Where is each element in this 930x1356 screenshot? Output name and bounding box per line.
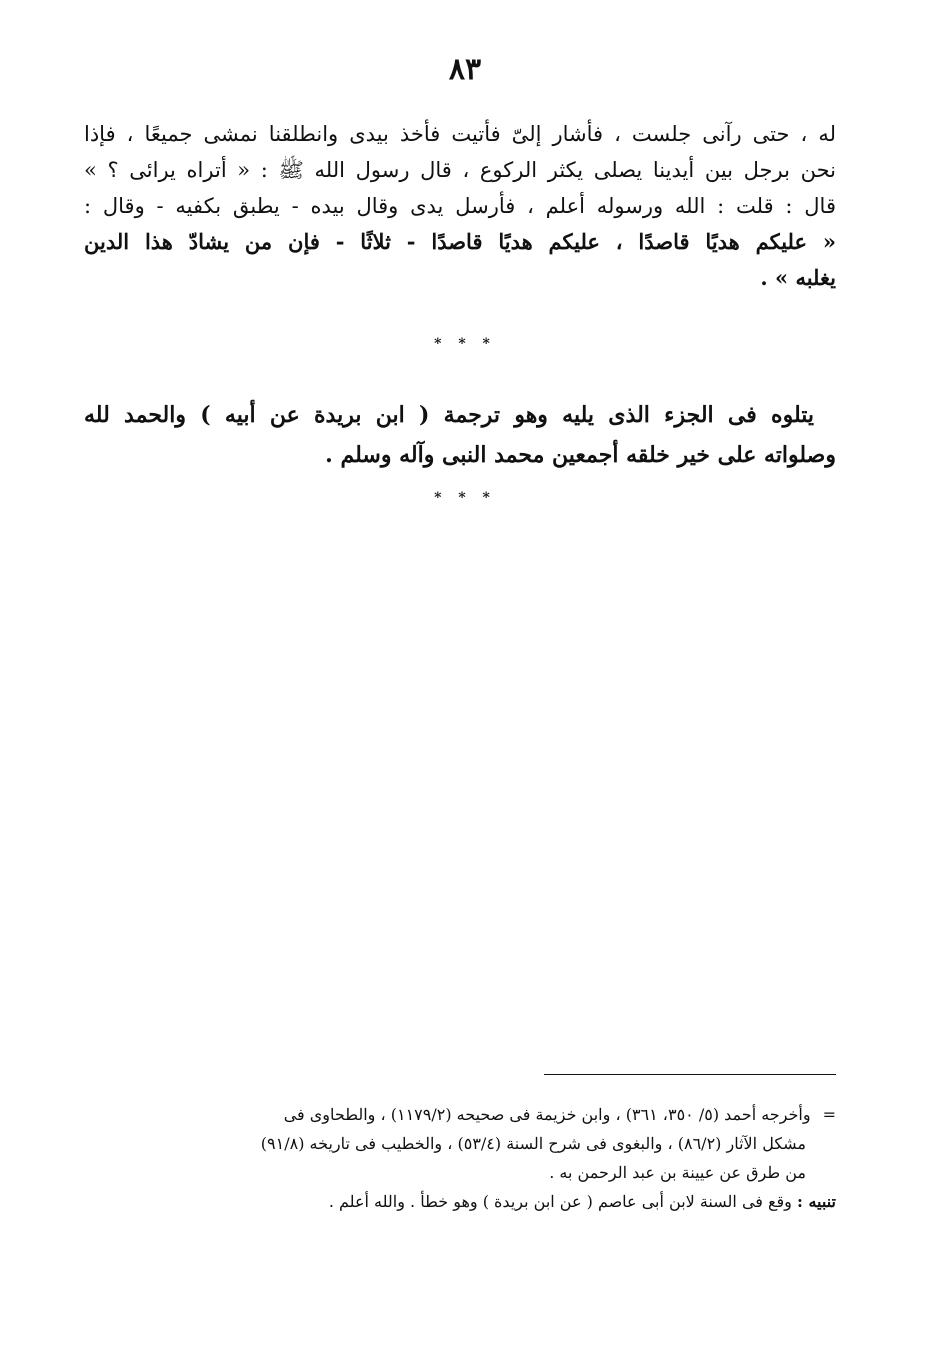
text-line: « عليكم هديًا قاصدًا ، عليكم هديًا قاصدًا - ثلاثًا - فإن من يشادّ هذا الدين	[84, 229, 836, 254]
text-line: قال : قلت : الله ورسوله أعلم ، فأرسل يدى وقال بيده - يطبق بكفيه - وقال :	[84, 194, 836, 218]
text-line: له ، حتى رآنى جلست ، فأشار إلىّ فأتيت فأخذ بيدى وانطلقنا نمشى جميعًا ، فإذا	[84, 122, 836, 146]
text-line: يغلبه » .	[760, 265, 836, 290]
note-text: وقع فى السنة لابن أبى عاصم ( عن ابن بريدة ) وهو خطأ . والله أعلم .	[328, 1192, 792, 1211]
footnote-note	[84, 1187, 836, 1216]
page-number: ٨٣	[448, 52, 482, 87]
closing-line: يتلوه فى الجزء الذى يليه وهو ترجمة ( ابن بريدة عن أبيه ) والحمد لله	[84, 402, 814, 428]
section-separator: * * *	[434, 490, 496, 506]
closing-line: وصلواته على خير خلقه أجمعين محمد النبى وآله وسلم .	[325, 442, 836, 468]
footnote-text: وأخرجه أحمد (٥/ ٣٥٠، ٣٦١) ، وابن خزيمة فى صحيحه (١١٧٩/٢) ، والطحاوى فى	[283, 1105, 811, 1124]
hadith-text	[84, 116, 836, 296]
footnote-line: مشكل الآثار (٨٦/٢) ، والبغوى فى شرح السنة (٥٣/٤) ، والخطيب فى تاريخه (٩١/٨)	[260, 1134, 806, 1153]
footnotes	[84, 1100, 836, 1216]
closing-statement	[84, 395, 836, 475]
note-label: تنبيه :	[797, 1192, 836, 1211]
text-line: نحن برجل بين أيدينا يصلى يكثر الركوع ، قال رسول الله ﷺ : « أتراه يرائى ؟ »	[84, 158, 836, 182]
footnote-divider	[544, 1074, 836, 1075]
footnote-line: من طرق عن عيينة بن عبد الرحمن به .	[549, 1163, 806, 1182]
section-separator: * * *	[434, 336, 496, 352]
footnote-line	[84, 1100, 836, 1129]
continuation-marker: =	[822, 1105, 836, 1124]
